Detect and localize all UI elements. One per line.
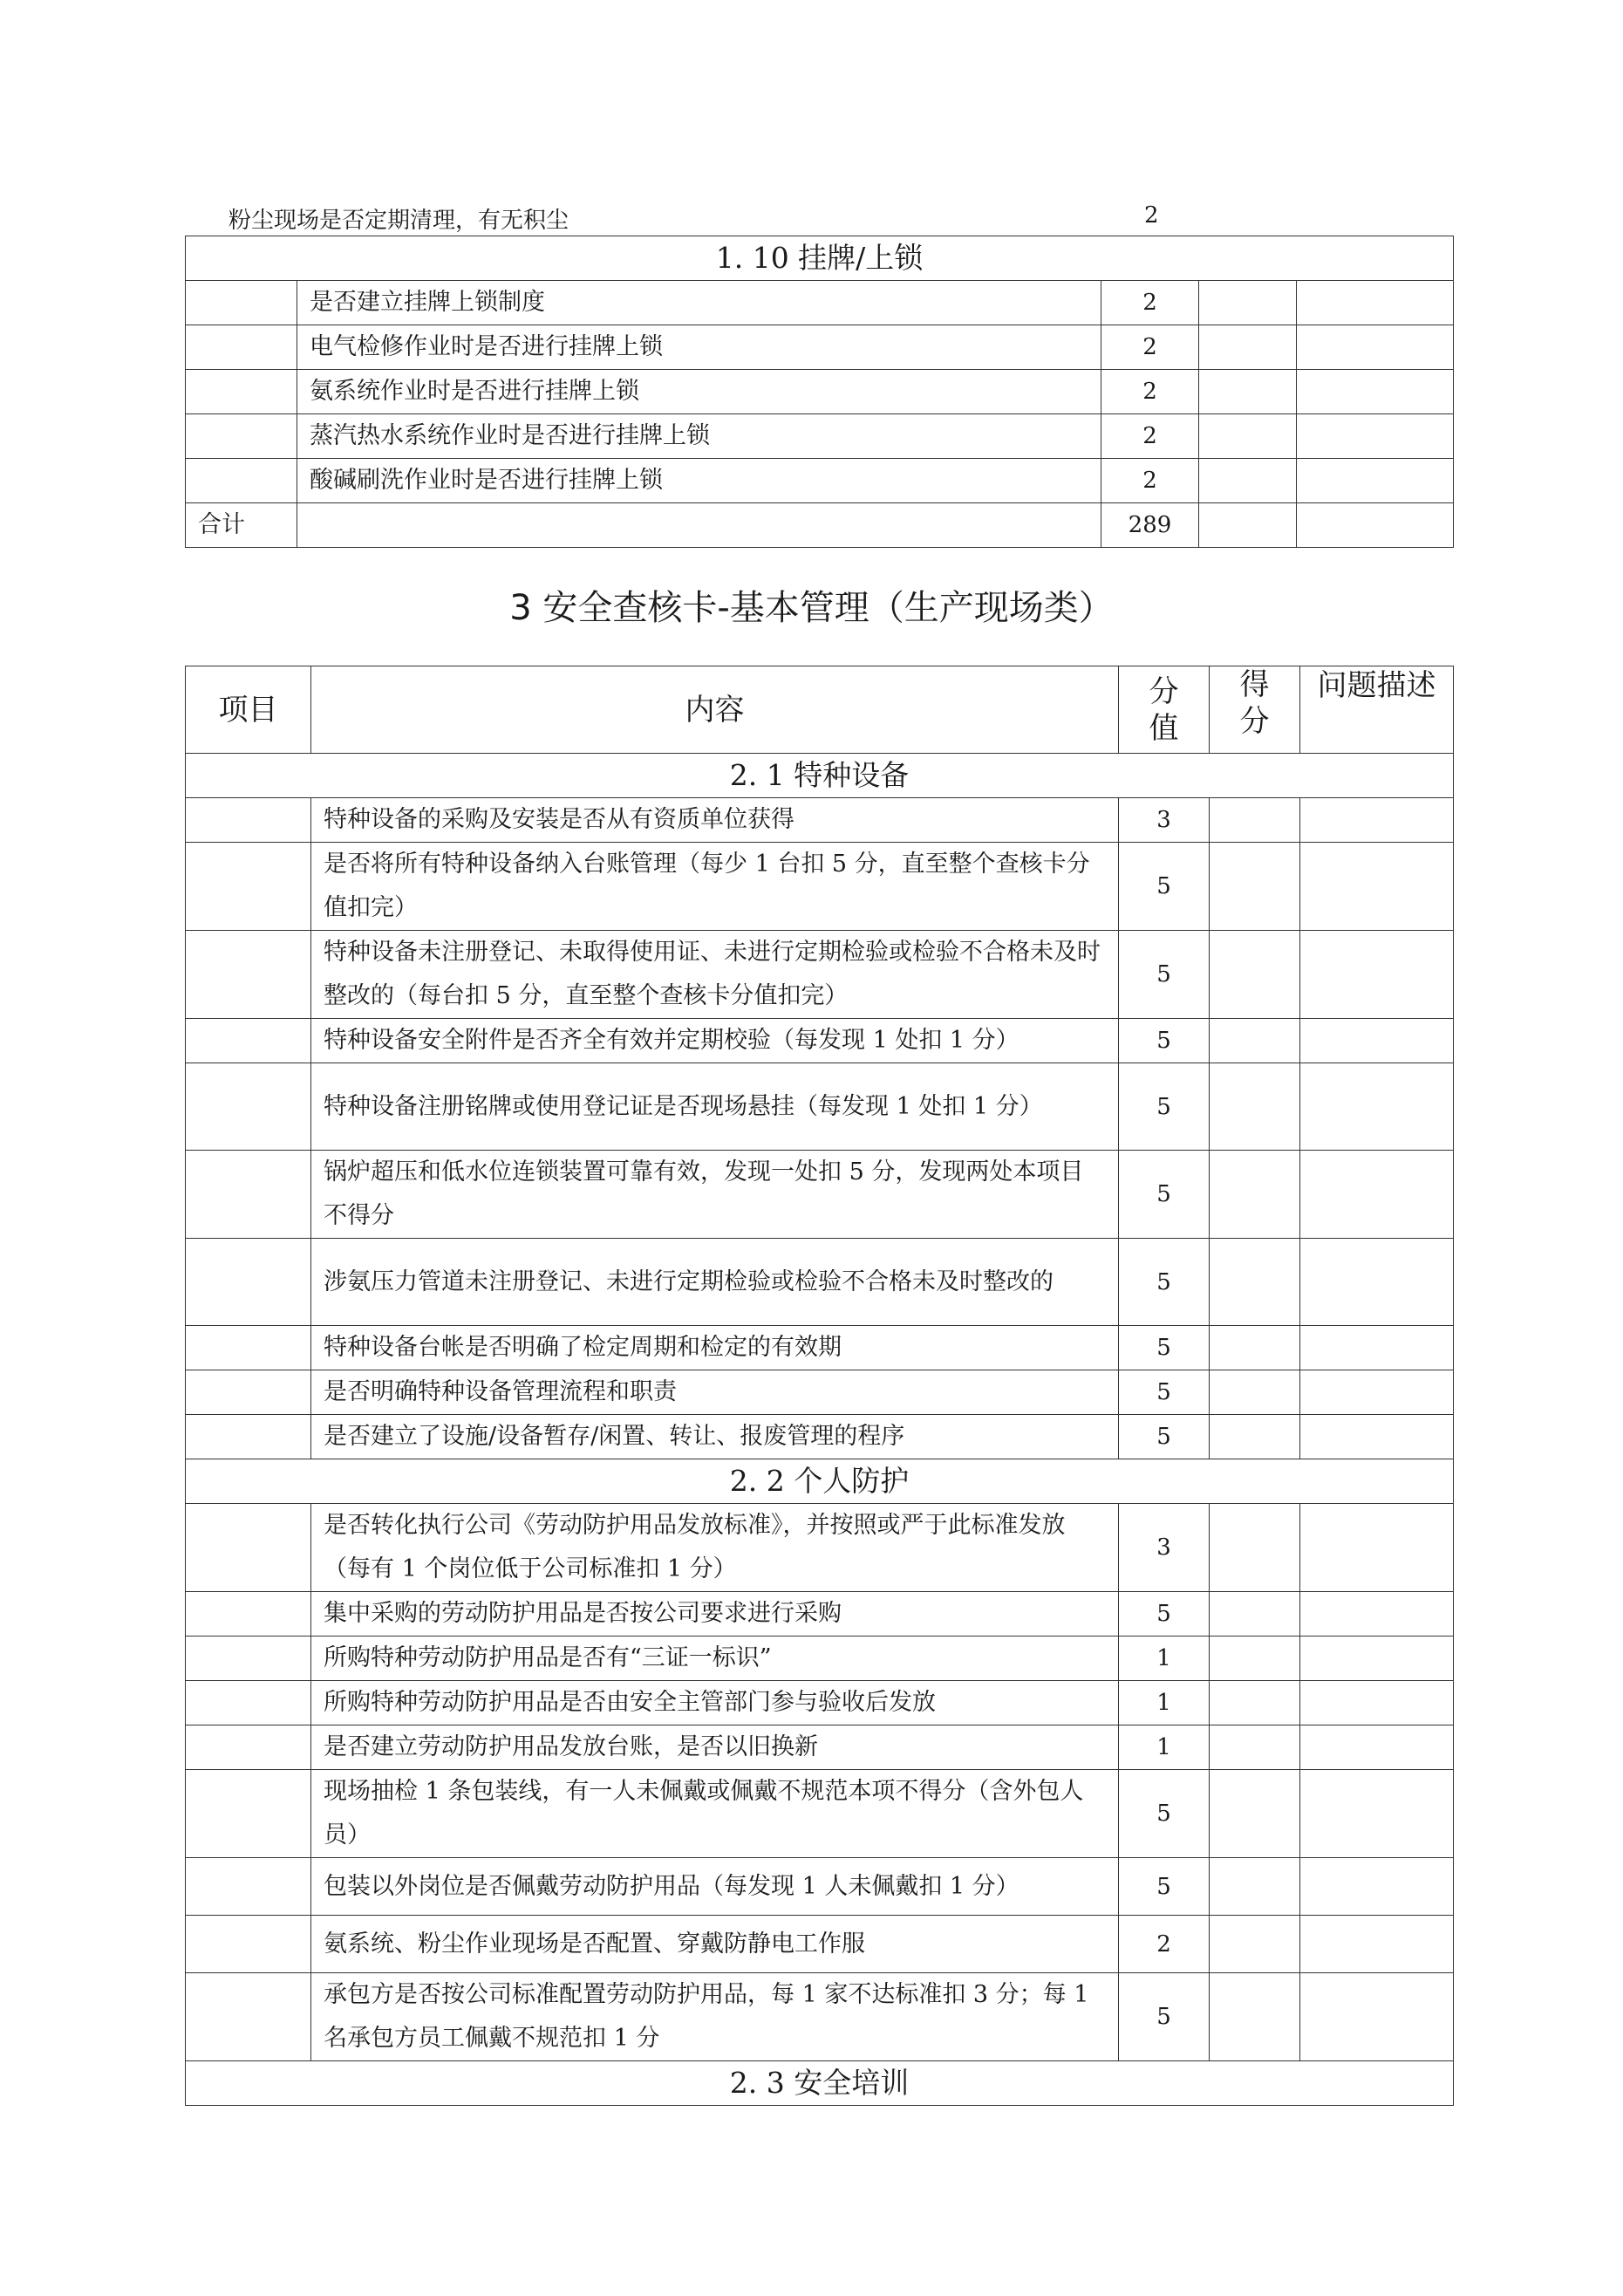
- table-row: [186, 1019, 1454, 1063]
- lockout-table: [185, 236, 1454, 548]
- got-cell: [1199, 414, 1297, 459]
- table-row: [186, 1770, 1454, 1858]
- score-cell: 5: [1119, 931, 1210, 1019]
- score-cell: 2: [1101, 370, 1199, 414]
- score-cell: 1: [1119, 1725, 1210, 1770]
- issue-cell: [1300, 1370, 1454, 1415]
- got-cell: [1210, 1681, 1300, 1725]
- content-cell: 现场抽检 1 条包装线，有一人未佩戴或佩戴不规范本项不得分（含外包人员）: [311, 1770, 1119, 1858]
- item-cell: [186, 843, 311, 931]
- table-row: [186, 459, 1454, 503]
- table-row: [186, 1681, 1454, 1725]
- item-cell: [186, 414, 297, 459]
- content-cell: 涉氨压力管道未注册登记、未进行定期检验或检验不合格未及时整改的: [311, 1239, 1119, 1326]
- got-cell: [1210, 1019, 1300, 1063]
- total-content: [297, 503, 1101, 548]
- table-row: [186, 1592, 1454, 1637]
- content-cell: 是否明确特种设备管理流程和职责: [311, 1370, 1119, 1415]
- got-cell: [1199, 459, 1297, 503]
- item-cell: [186, 1637, 311, 1681]
- got-cell: [1210, 1916, 1300, 1973]
- got-cell: [1210, 1151, 1300, 1239]
- issue-cell: [1300, 1916, 1454, 1973]
- issue-cell: [1300, 1681, 1454, 1725]
- section-row: [186, 1459, 1454, 1504]
- total-score: 289: [1101, 503, 1199, 548]
- content-cell: 是否建立了设施/设备暂存/闲置、转让、报废管理的程序: [311, 1415, 1119, 1459]
- item-cell: [186, 1592, 311, 1637]
- got-cell: [1199, 370, 1297, 414]
- score-cell: 5: [1119, 1858, 1210, 1916]
- got-cell: [1199, 281, 1297, 325]
- issue-cell: [1300, 1725, 1454, 1770]
- table-row: [186, 1063, 1454, 1151]
- score-cell: 3: [1119, 798, 1210, 843]
- section-title: 2. 3 安全培训: [186, 2061, 1454, 2106]
- issue-cell: [1300, 1504, 1454, 1592]
- score-cell: 5: [1119, 1592, 1210, 1637]
- got-cell: [1210, 843, 1300, 931]
- table-row: [186, 325, 1454, 370]
- item-cell: [186, 1770, 311, 1858]
- table-row: [186, 1858, 1454, 1916]
- table-row: [186, 1415, 1454, 1459]
- table-row: [186, 1916, 1454, 1973]
- got-cell: [1210, 1415, 1300, 1459]
- content-cell: 所购特种劳动防护用品是否有“三证一标识”: [311, 1637, 1119, 1681]
- total-got: [1199, 503, 1297, 548]
- issue-cell: [1297, 414, 1454, 459]
- item-cell: [186, 281, 297, 325]
- score-cell: 2: [1119, 1916, 1210, 1973]
- score-cell: 1: [1119, 1681, 1210, 1725]
- score-cell: 5: [1119, 1151, 1210, 1239]
- issue-cell: [1300, 1973, 1454, 2061]
- header-content: 内容: [311, 666, 1119, 754]
- table-row: [186, 1973, 1454, 2061]
- item-cell: [186, 325, 297, 370]
- total-label: 合计: [186, 503, 297, 548]
- content-cell: 酸碱刷洗作业时是否进行挂牌上锁: [297, 459, 1101, 503]
- issue-cell: [1297, 281, 1454, 325]
- hdr-got-text: 得分: [1239, 667, 1270, 739]
- header-row: [186, 666, 1454, 754]
- got-cell: [1199, 325, 1297, 370]
- content-cell: 特种设备的采购及安装是否从有资质单位获得: [311, 798, 1119, 843]
- total-issue: [1297, 503, 1454, 548]
- content-cell: 集中采购的劳动防护用品是否按公司要求进行采购: [311, 1592, 1119, 1637]
- issue-cell: [1300, 1770, 1454, 1858]
- content-cell: 是否将所有特种设备纳入台账管理（每少 1 台扣 5 分，直至整个查核卡分值扣完）: [311, 843, 1119, 931]
- issue-cell: [1300, 1592, 1454, 1637]
- score-cell: 5: [1119, 1770, 1210, 1858]
- page-title: 3 安全查核卡-基本管理（生产现场类）: [509, 588, 1114, 628]
- score-cell: 5: [1119, 1326, 1210, 1370]
- header-item: 项目: [186, 666, 311, 754]
- issue-cell: [1297, 370, 1454, 414]
- content-cell: 是否建立挂牌上锁制度: [297, 281, 1101, 325]
- score-cell: 2: [1101, 281, 1199, 325]
- content-cell: 氨系统作业时是否进行挂牌上锁: [297, 370, 1101, 414]
- issue-cell: [1300, 1415, 1454, 1459]
- content-cell: 氨系统、粉尘作业现场是否配置、穿戴防静电工作服: [311, 1916, 1119, 1973]
- item-cell: [186, 1916, 311, 1973]
- score-cell: 5: [1119, 1415, 1210, 1459]
- issue-cell: [1297, 459, 1454, 503]
- issue-cell: [1297, 325, 1454, 370]
- item-cell: [186, 1326, 311, 1370]
- item-cell: [186, 1063, 311, 1151]
- score-cell: 2: [1101, 325, 1199, 370]
- score-cell: 3: [1119, 1504, 1210, 1592]
- header-got: [1210, 666, 1300, 754]
- item-cell: [186, 459, 297, 503]
- score-cell: 5: [1119, 1973, 1210, 2061]
- item-cell: [186, 1415, 311, 1459]
- header-issue: 问题描述: [1300, 666, 1454, 754]
- got-cell: [1210, 1504, 1300, 1592]
- item-cell: [186, 798, 311, 843]
- table-row: [186, 1370, 1454, 1415]
- score-cell: 5: [1119, 1063, 1210, 1151]
- table-row: [186, 370, 1454, 414]
- item-cell: [186, 1151, 311, 1239]
- got-cell: [1210, 1370, 1300, 1415]
- got-cell: [1210, 931, 1300, 1019]
- content-cell: 是否转化执行公司《劳动防护用品发放标准》，并按照或严于此标准发放（每有 1 个岗位低于公司标准扣 1 分）: [311, 1504, 1119, 1592]
- top-carryover-row: [228, 202, 1159, 235]
- item-cell: [186, 1504, 311, 1592]
- content-cell: 特种设备台帐是否明确了检定周期和检定的有效期: [311, 1326, 1119, 1370]
- issue-cell: [1300, 1637, 1454, 1681]
- issue-cell: [1300, 1019, 1454, 1063]
- got-cell: [1210, 1592, 1300, 1637]
- total-row: [186, 503, 1454, 548]
- section-row: [186, 236, 1454, 281]
- item-cell: [186, 1973, 311, 2061]
- content-cell: 锅炉超压和低水位连锁装置可靠有效，发现一处扣 5 分，发现两处本项目不得分: [311, 1151, 1119, 1239]
- content-cell: 特种设备注册铭牌或使用登记证是否现场悬挂（每发现 1 处扣 1 分）: [311, 1063, 1119, 1151]
- item-cell: [186, 1019, 311, 1063]
- score-cell: 5: [1119, 843, 1210, 931]
- section-row: [186, 754, 1454, 798]
- item-cell: [186, 1858, 311, 1916]
- got-cell: [1210, 1725, 1300, 1770]
- item-cell: [186, 1239, 311, 1326]
- item-cell: [186, 1725, 311, 1770]
- issue-cell: [1300, 1858, 1454, 1916]
- table-row: [186, 1239, 1454, 1326]
- table-row: [186, 1326, 1454, 1370]
- issue-cell: [1300, 931, 1454, 1019]
- table-row: [186, 931, 1454, 1019]
- content-cell: 蒸汽热水系统作业时是否进行挂牌上锁: [297, 414, 1101, 459]
- table-row: [186, 843, 1454, 931]
- table-row: [186, 798, 1454, 843]
- table-row: [186, 1725, 1454, 1770]
- content-cell: 承包方是否按公司标准配置劳动防护用品，每 1 家不达标准扣 3 分；每 1 名承包方员工佩戴不规范扣 1 分: [311, 1973, 1119, 2061]
- score-cell: 5: [1119, 1019, 1210, 1063]
- content-cell: 所购特种劳动防护用品是否由安全主管部门参与验收后发放: [311, 1681, 1119, 1725]
- score-cell: 5: [1119, 1370, 1210, 1415]
- section-title: 2. 1 特种设备: [186, 754, 1454, 798]
- got-cell: [1210, 1973, 1300, 2061]
- content-cell: 包装以外岗位是否佩戴劳动防护用品（每发现 1 人未佩戴扣 1 分）: [311, 1858, 1119, 1916]
- table-row: [186, 414, 1454, 459]
- got-cell: [1210, 1770, 1300, 1858]
- carryover-score: 2: [1144, 202, 1159, 229]
- content-cell: 是否建立劳动防护用品发放台账，是否以旧换新: [311, 1725, 1119, 1770]
- score-cell: 2: [1101, 414, 1199, 459]
- item-cell: [186, 370, 297, 414]
- header-score: [1119, 666, 1210, 754]
- table-row: [186, 1637, 1454, 1681]
- section-title: 1. 10 挂牌/上锁: [186, 236, 1454, 281]
- issue-cell: [1300, 843, 1454, 931]
- issue-cell: [1300, 1063, 1454, 1151]
- content-cell: 特种设备未注册登记、未取得使用证、未进行定期检验或检验不合格未及时整改的（每台扣 5 分，直至整个查核卡分值扣完）: [311, 931, 1119, 1019]
- item-cell: [186, 1370, 311, 1415]
- carryover-content: 粉尘现场是否定期清理，有无积尘: [228, 208, 569, 234]
- item-cell: [186, 1681, 311, 1725]
- safety-check-table: [185, 666, 1454, 2106]
- issue-cell: [1300, 1151, 1454, 1239]
- issue-cell: [1300, 1326, 1454, 1370]
- section-title: 2. 2 个人防护: [186, 1459, 1454, 1504]
- issue-cell: [1300, 798, 1454, 843]
- got-cell: [1210, 1239, 1300, 1326]
- item-cell: [186, 931, 311, 1019]
- content-cell: 电气检修作业时是否进行挂牌上锁: [297, 325, 1101, 370]
- section-row: [186, 2061, 1454, 2106]
- score-cell: 1: [1119, 1637, 1210, 1681]
- got-cell: [1210, 798, 1300, 843]
- score-cell: 5: [1119, 1239, 1210, 1326]
- table-row: [186, 281, 1454, 325]
- got-cell: [1210, 1637, 1300, 1681]
- got-cell: [1210, 1326, 1300, 1370]
- table-row: [186, 1151, 1454, 1239]
- hdr-score-text: 分值: [1149, 673, 1179, 746]
- got-cell: [1210, 1063, 1300, 1151]
- table-row: [186, 1504, 1454, 1592]
- content-cell: 特种设备安全附件是否齐全有效并定期校验（每发现 1 处扣 1 分）: [311, 1019, 1119, 1063]
- score-cell: 2: [1101, 459, 1199, 503]
- got-cell: [1210, 1858, 1300, 1916]
- issue-cell: [1300, 1239, 1454, 1326]
